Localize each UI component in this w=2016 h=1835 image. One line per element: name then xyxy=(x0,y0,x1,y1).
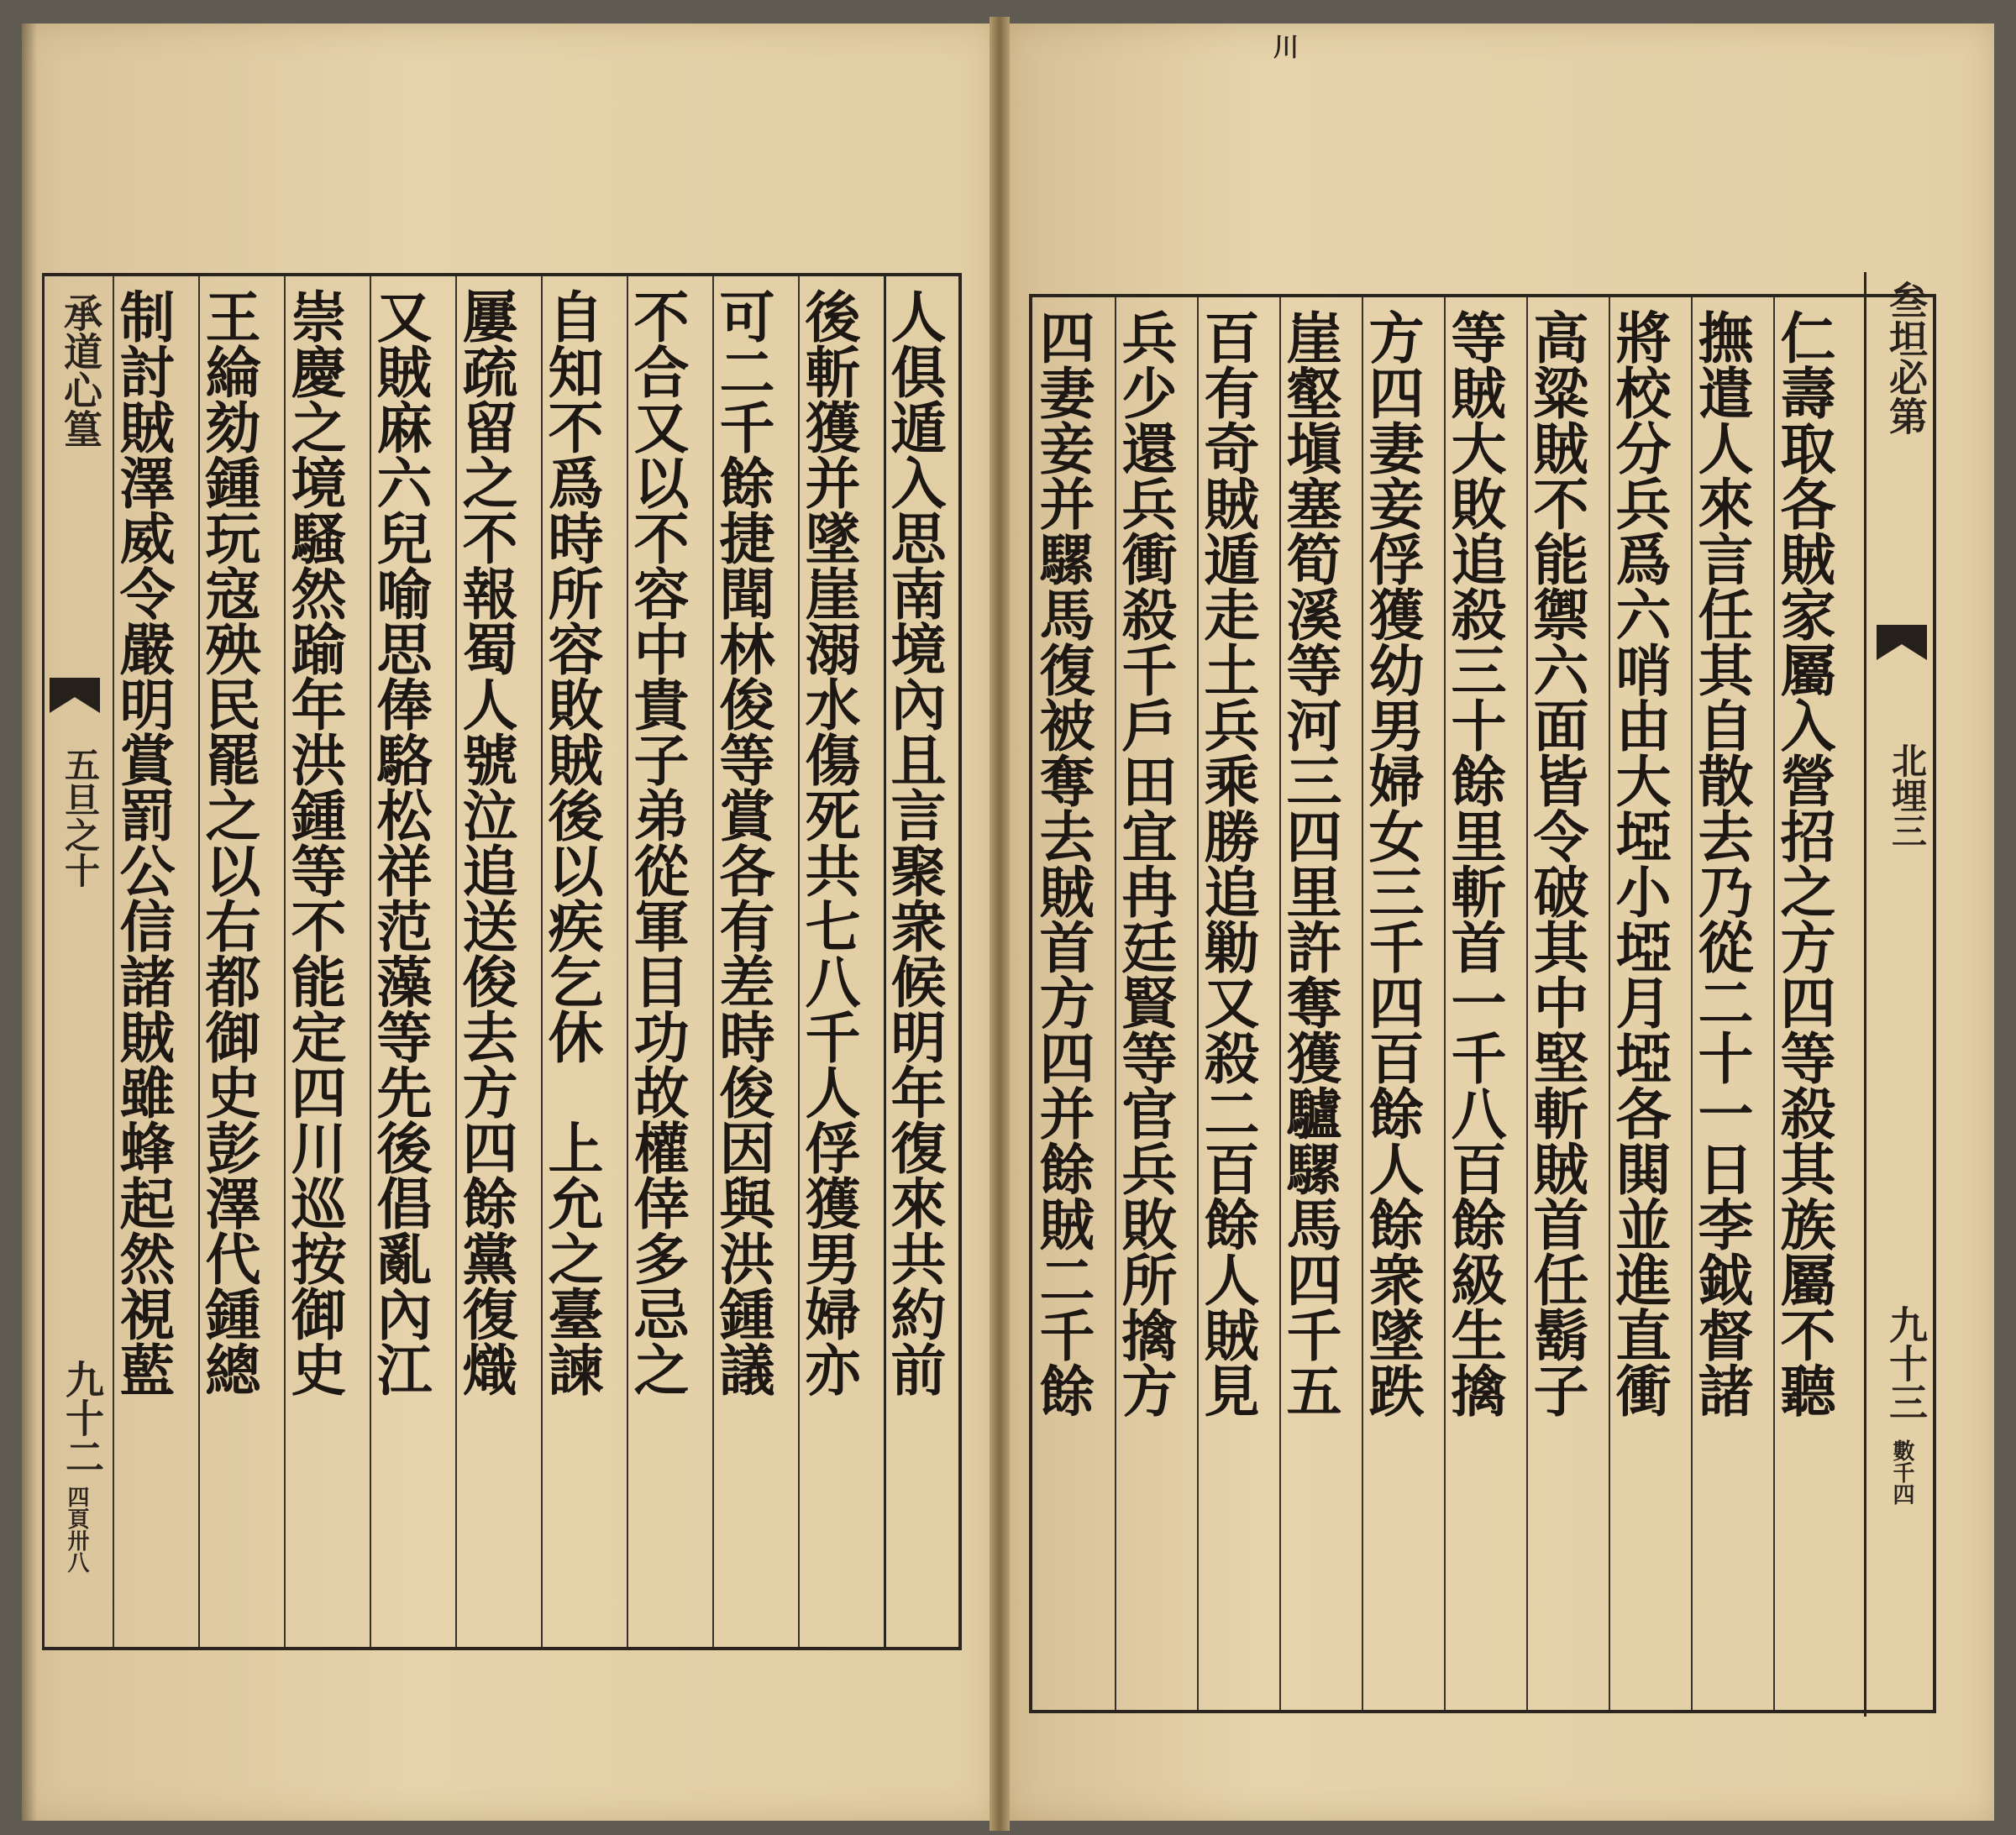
left-column-2 xyxy=(795,276,861,1647)
column-text: 高粱賊不能禦六面皆令破其中堅斬賊首任鬍子 xyxy=(1524,309,1589,1418)
column-text: 仁壽取各賊家屬入營招之方四等殺其族屬不聽 xyxy=(1771,309,1836,1418)
column-text: 四妻妾并騾馬復被奪去賊首方四并餘賊二千餘 xyxy=(1030,309,1095,1418)
column-text: 制討賊澤威令嚴明賞罰公信諸賊雖蜂起然視藍 xyxy=(110,288,176,1397)
column-text: 自知不爲時所容敗賊後以疾乞休 上允之臺諫 xyxy=(538,288,604,1397)
left-edge-shadow xyxy=(22,24,37,1821)
right-column-6 xyxy=(1359,297,1425,1710)
right-column-9 xyxy=(1112,297,1178,1710)
right-column-5 xyxy=(1441,297,1507,1710)
banxin-note: 四頁卅八 xyxy=(64,1486,89,1573)
right-text-frame xyxy=(1029,280,1936,1713)
left-text-frame xyxy=(42,273,962,1650)
left-column-4 xyxy=(624,276,690,1647)
column-text: 百有奇賊遁走土兵乘勝追勦又殺二百餘人賊見 xyxy=(1194,309,1260,1418)
column-text: 王綸劾鍾玩寇殃民罷之以右都御史彭澤代鍾總 xyxy=(196,288,261,1397)
left-column-9 xyxy=(198,276,259,1647)
column-text: 屢疏留之不報蜀人號泣追送俊去方四餘黨復熾 xyxy=(453,288,518,1397)
column-text: 方四妻妾俘獲幼男婦女三千四百餘人餘衆墜跌 xyxy=(1359,309,1425,1418)
banxin-chapter: 五旦之十 xyxy=(60,747,101,888)
banxin-page-number: 九十二 xyxy=(60,1360,105,1476)
column-text: 人俱遁入思南境內且言聚衆候明年復來共約前 xyxy=(881,288,947,1397)
book-gutter xyxy=(990,17,1010,1831)
column-text: 可二千餘捷聞林俊等賞各有差時俊因與洪鍾議 xyxy=(710,288,775,1397)
banxin-chapter: 北埋三 xyxy=(1887,742,1928,848)
right-column-7 xyxy=(1279,297,1340,1710)
left-column-5 xyxy=(538,276,604,1647)
left-column-10 xyxy=(110,276,176,1647)
fishtail-mark-icon xyxy=(1877,625,1927,660)
left-column-8 xyxy=(281,276,347,1647)
column-text: 撫遣人來言任其自散去乃從二十一日李鉞督諸 xyxy=(1688,309,1754,1418)
left-column-1 xyxy=(881,276,947,1647)
left-column-7 xyxy=(367,276,433,1647)
column-text: 崖壑塡塞筍溪等河三四里許奪獲驢騾馬四千五 xyxy=(1277,309,1342,1418)
column-text: 等賊大敗追殺三十餘里斬首一千八百餘級生擒 xyxy=(1441,309,1507,1418)
column-text: 後斬獲并墜崖溺水傷死共七八千人俘獲男婦亦 xyxy=(795,288,861,1397)
column-text: 又賊麻六兒喻思俸駱松祥范藻等先後倡亂內江 xyxy=(367,288,433,1397)
column-text: 兵少還兵衝殺千戶田宜冉廷賢等官兵敗所擒方 xyxy=(1112,309,1178,1418)
banxin-book-title: 叁坦必第 xyxy=(1883,280,1929,435)
right-column-8 xyxy=(1194,297,1260,1710)
banxin-note: 數千四 xyxy=(1889,1439,1914,1505)
banxin-book-title: 承道心篁 xyxy=(58,293,103,448)
right-column-3 xyxy=(1606,297,1672,1710)
column-text: 崇慶之境騷然踰年洪鍾等不能定四川巡按御史 xyxy=(281,288,347,1397)
left-column-6 xyxy=(455,276,516,1647)
fishtail-mark-icon xyxy=(50,678,100,713)
right-column-4 xyxy=(1526,297,1587,1710)
right-column-10 xyxy=(1032,297,1093,1710)
banxin-page-number: 九十三 xyxy=(1883,1305,1929,1421)
column-text: 不合又以不容中貴子弟從軍目功故權倖多忌之 xyxy=(624,288,690,1397)
left-column-3 xyxy=(712,276,773,1647)
left-banxin xyxy=(45,276,105,1647)
right-column-1 xyxy=(1773,297,1834,1710)
column-text: 將校分兵爲六哨由大埡小埡月埡各閧並進直衝 xyxy=(1606,309,1672,1418)
right-banxin xyxy=(1864,272,1935,1717)
top-margin-mark: 川 xyxy=(1268,34,1298,59)
right-column-2 xyxy=(1688,297,1754,1710)
